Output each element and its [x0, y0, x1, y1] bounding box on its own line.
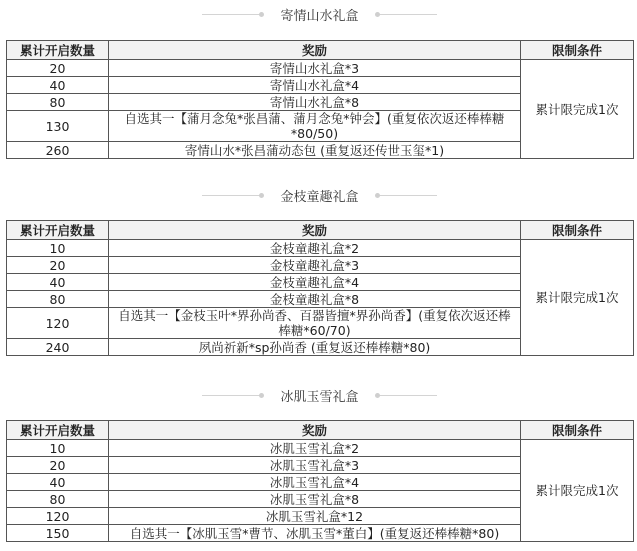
table-header-row	[7, 221, 634, 240]
count-cell: 130	[7, 111, 109, 142]
header-limit: 限制条件	[521, 221, 634, 240]
reward-cell: 冰肌玉雪礼盒*2	[109, 440, 521, 457]
reward-cell: 夙尚祈新*sp孙尚香 (重复返还棒棒糖*80)	[109, 339, 521, 356]
count-cell: 80	[7, 291, 109, 308]
header-reward: 奖励	[109, 221, 521, 240]
section-title-text: 寄情山水礼盒	[280, 8, 359, 24]
reward-cell: 金枝童趣礼盒*2	[109, 240, 521, 257]
divider-right	[377, 395, 437, 396]
section-title	[6, 1, 633, 27]
section-title	[6, 382, 633, 408]
table-row	[7, 440, 634, 457]
reward-cell: 金枝童趣礼盒*4	[109, 274, 521, 291]
count-cell: 10	[7, 440, 109, 457]
section-title	[6, 182, 633, 208]
reward-table	[6, 220, 634, 356]
count-cell: 120	[7, 308, 109, 339]
count-cell: 20	[7, 60, 109, 77]
table-header-row	[7, 41, 634, 60]
reward-cell: 寄情山水礼盒*3	[109, 60, 521, 77]
divider-left	[202, 195, 262, 196]
reward-cell: 自选其一【蒲月念兔*张昌蒲、蒲月念兔*钟会】(重复依次返还棒棒糖*80/50)	[109, 111, 521, 142]
section-title-text: 冰肌玉雪礼盒	[280, 389, 359, 405]
count-cell: 80	[7, 94, 109, 111]
reward-cell: 金枝童趣礼盒*3	[109, 257, 521, 274]
reward-cell: 冰肌玉雪礼盒*12	[109, 508, 521, 525]
count-cell: 10	[7, 240, 109, 257]
reward-cell: 自选其一【冰肌玉雪*曹节、冰肌玉雪*董白】(重复返还棒棒糖*80)	[109, 525, 521, 542]
table-row	[7, 240, 634, 257]
header-count: 累计开启数量	[7, 41, 109, 60]
divider-left	[202, 14, 262, 15]
count-cell: 40	[7, 274, 109, 291]
header-limit: 限制条件	[521, 41, 634, 60]
header-reward: 奖励	[109, 41, 521, 60]
reward-cell: 寄情山水*张昌蒲动态包 (重复返还传世玉玺*1)	[109, 142, 521, 159]
reward-cell: 寄情山水礼盒*4	[109, 77, 521, 94]
reward-cell: 冰肌玉雪礼盒*3	[109, 457, 521, 474]
count-cell: 20	[7, 257, 109, 274]
count-cell: 40	[7, 77, 109, 94]
divider-left	[202, 395, 262, 396]
count-cell: 120	[7, 508, 109, 525]
divider-right	[377, 195, 437, 196]
count-cell: 20	[7, 457, 109, 474]
count-cell: 260	[7, 142, 109, 159]
header-limit: 限制条件	[521, 421, 634, 440]
count-cell: 240	[7, 339, 109, 356]
count-cell: 150	[7, 525, 109, 542]
table-row	[7, 60, 634, 77]
reward-cell: 冰肌玉雪礼盒*8	[109, 491, 521, 508]
reward-cell: 金枝童趣礼盒*8	[109, 291, 521, 308]
header-count: 累计开启数量	[7, 221, 109, 240]
section-title-text: 金枝童趣礼盒	[280, 189, 359, 205]
count-cell: 80	[7, 491, 109, 508]
header-count: 累计开启数量	[7, 421, 109, 440]
header-reward: 奖励	[109, 421, 521, 440]
count-cell: 40	[7, 474, 109, 491]
reward-cell: 自选其一【金枝玉叶*界孙尚香、百器皆擅*界孙尚香】(重复依次返还棒棒糖*60/70)	[109, 308, 521, 339]
reward-table	[6, 420, 634, 542]
reward-cell: 寄情山水礼盒*8	[109, 94, 521, 111]
limit-cell: 累计限完成1次	[521, 60, 634, 159]
reward-table	[6, 40, 634, 159]
limit-cell: 累计限完成1次	[521, 440, 634, 542]
divider-right	[377, 14, 437, 15]
limit-cell: 累计限完成1次	[521, 240, 634, 356]
table-header-row	[7, 421, 634, 440]
reward-cell: 冰肌玉雪礼盒*4	[109, 474, 521, 491]
